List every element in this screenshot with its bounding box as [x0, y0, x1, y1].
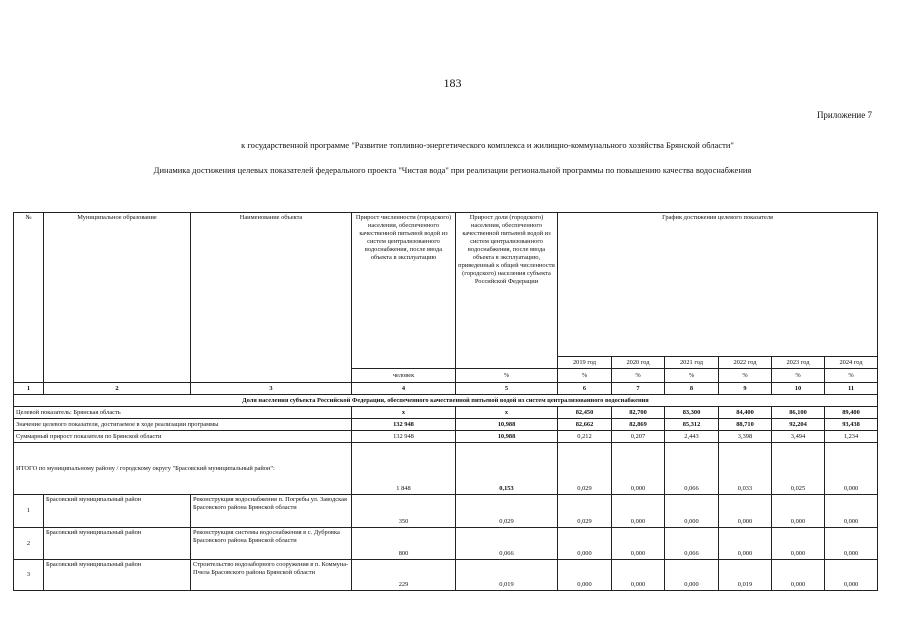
object-pop: 229 — [352, 560, 456, 591]
object-num: 2 — [14, 528, 44, 560]
year-2021: 2021 год — [665, 357, 719, 369]
col-number: 1 — [14, 383, 44, 395]
object-2023: 0,000 — [772, 495, 825, 528]
target-row — [14, 407, 878, 419]
object-municipality: Брасовский муниципальный район — [44, 528, 191, 560]
object-num: 1 — [14, 495, 44, 528]
object-2021: 0,000 — [665, 495, 719, 528]
achieved-2022: 88,710 — [719, 419, 772, 431]
total-growth-2024: 1,234 — [825, 431, 878, 443]
header-row — [14, 213, 878, 357]
table-row — [14, 495, 878, 528]
unit-people: человек — [352, 369, 456, 383]
header-object-name: Наименование объекта — [191, 213, 352, 383]
col-number: 11 — [825, 383, 878, 395]
target-share: x — [456, 407, 558, 419]
achieved-2023: 92,204 — [772, 419, 825, 431]
itogo-label: ИТОГО по муниципальному району / городскому округу "Брасовский муниципальный район": — [14, 443, 352, 495]
year-2022: 2022 год — [719, 357, 772, 369]
target-label: Целевой показатель: Брянская область — [14, 407, 352, 419]
itogo-pop: 1 848 — [352, 443, 456, 495]
itogo-2021: 0,066 — [665, 443, 719, 495]
col-number: 9 — [719, 383, 772, 395]
object-name: Реконструкция системы водоснабжения в с. Дубровка Брасовского района Брянской области — [191, 528, 352, 560]
object-municipality: Брасовский муниципальный район — [44, 495, 191, 528]
object-2019: 0,029 — [558, 495, 612, 528]
object-2024: 0,000 — [825, 560, 878, 591]
year-2023: 2023 год — [772, 357, 825, 369]
object-2022: 0,019 — [719, 560, 772, 591]
total-growth-share: 10,988 — [456, 431, 558, 443]
unit-percent: % — [558, 369, 612, 383]
header-pop-growth: Прирост численности (городского) населения, обеспеченного качественной питьевой водой из систем централизованного водоснабжения, после ввода объекта в эксплуатацию — [352, 213, 456, 369]
total-growth-row — [14, 431, 878, 443]
achieved-2020: 82,869 — [612, 419, 665, 431]
itogo-2023: 0,025 — [772, 443, 825, 495]
itogo-share: 0,153 — [456, 443, 558, 495]
section-title-row — [14, 395, 878, 407]
year-2020: 2020 год — [612, 357, 665, 369]
achieved-label: Значение целевого показателя, достигаемое в ходе реализации программы — [14, 419, 352, 431]
unit-percent: % — [456, 369, 558, 383]
object-municipality: Брасовский муниципальный район — [44, 560, 191, 591]
object-2022: 0,000 — [719, 528, 772, 560]
object-2024: 0,000 — [825, 495, 878, 528]
indicator-table — [13, 212, 878, 591]
object-2023: 0,000 — [772, 560, 825, 591]
object-num: 3 — [14, 560, 44, 591]
total-growth-pop: 132 948 — [352, 431, 456, 443]
unit-percent: % — [772, 369, 825, 383]
header-share-growth: Прирост доли (городского) населения, обеспеченного качественной питьевой водой из систем централизованного водоснабжения, после ввода объекта в эксплуатацию, приведенный к общей численности (городского) населения субъекта Российской Федерации — [456, 213, 558, 369]
header-num: № — [14, 213, 44, 383]
itogo-2020: 0,000 — [612, 443, 665, 495]
object-2021: 0,000 — [665, 560, 719, 591]
col-number: 3 — [191, 383, 352, 395]
document-title: Динамика достижения целевых показателей федерального проекта "Чистая вода" при реализации региональной программы по повышению качества водоснабжения — [153, 165, 752, 175]
col-number: 10 — [772, 383, 825, 395]
target-2023: 86,100 — [772, 407, 825, 419]
object-share: 0,066 — [456, 528, 558, 560]
total-growth-2023: 3,494 — [772, 431, 825, 443]
total-growth-label: Суммарный прирост показателя по Брянской области — [14, 431, 352, 443]
unit-percent: % — [612, 369, 665, 383]
page-number: 183 — [443, 76, 462, 90]
target-2020: 82,700 — [612, 407, 665, 419]
achieved-2021: 85,312 — [665, 419, 719, 431]
target-2024: 89,400 — [825, 407, 878, 419]
program-reference: к государственной программе "Развитие топливно-энергетического комплекса и жилищно-коммунального хозяйства Брянской области" — [241, 140, 734, 150]
object-2019: 0,000 — [558, 528, 612, 560]
total-growth-2022: 3,398 — [719, 431, 772, 443]
object-2020: 0,000 — [612, 495, 665, 528]
achieved-share: 10,988 — [456, 419, 558, 431]
year-2024: 2024 год — [825, 357, 878, 369]
achieved-row — [14, 419, 878, 431]
achieved-pop: 132 948 — [352, 419, 456, 431]
target-2019: 82,450 — [558, 407, 612, 419]
object-share: 0,029 — [456, 495, 558, 528]
col-number: 6 — [558, 383, 612, 395]
achieved-2024: 93,438 — [825, 419, 878, 431]
header-municipality: Муниципальное образование — [44, 213, 191, 383]
object-2021: 0,066 — [665, 528, 719, 560]
target-2021: 83,300 — [665, 407, 719, 419]
column-numbers-row — [14, 383, 878, 395]
header-schedule: График достижения целевого показателя — [558, 213, 878, 357]
itogo-2024: 0,000 — [825, 443, 878, 495]
itogo-2022: 0,033 — [719, 443, 772, 495]
object-2019: 0,000 — [558, 560, 612, 591]
col-number: 7 — [612, 383, 665, 395]
year-2019: 2019 год — [558, 357, 612, 369]
total-growth-2019: 0,212 — [558, 431, 612, 443]
target-pop: x — [352, 407, 456, 419]
unit-percent: % — [719, 369, 772, 383]
object-name: Реконструкция водоснабжения п. Погребы ул. Заводская Брасовского района Брянской области — [191, 495, 352, 528]
col-number: 4 — [352, 383, 456, 395]
object-2020: 0,000 — [612, 528, 665, 560]
itogo-2019: 0,029 — [558, 443, 612, 495]
object-name: Строительство водозаборного сооружения в п. Коммуна-Пчела Брасовского района Брянской области — [191, 560, 352, 591]
itogo-row — [14, 443, 878, 495]
object-2023: 0,000 — [772, 528, 825, 560]
object-pop: 350 — [352, 495, 456, 528]
total-growth-2020: 0,207 — [612, 431, 665, 443]
object-2024: 0,000 — [825, 528, 878, 560]
col-number: 5 — [456, 383, 558, 395]
total-growth-2021: 2,443 — [665, 431, 719, 443]
unit-percent: % — [825, 369, 878, 383]
appendix-label: Приложение 7 — [816, 110, 872, 120]
object-share: 0,019 — [456, 560, 558, 591]
col-number: 2 — [44, 383, 191, 395]
section-title: Доля населения субъекта Российской Федерации, обеспеченного качественной питьевой водой из систем централизованного водоснабжения — [14, 395, 878, 407]
achieved-2019: 82,662 — [558, 419, 612, 431]
object-2020: 0,000 — [612, 560, 665, 591]
unit-percent: % — [665, 369, 719, 383]
target-2022: 84,400 — [719, 407, 772, 419]
table-row — [14, 560, 878, 591]
object-2022: 0,000 — [719, 495, 772, 528]
col-number: 8 — [665, 383, 719, 395]
table-row — [14, 528, 878, 560]
object-pop: 800 — [352, 528, 456, 560]
